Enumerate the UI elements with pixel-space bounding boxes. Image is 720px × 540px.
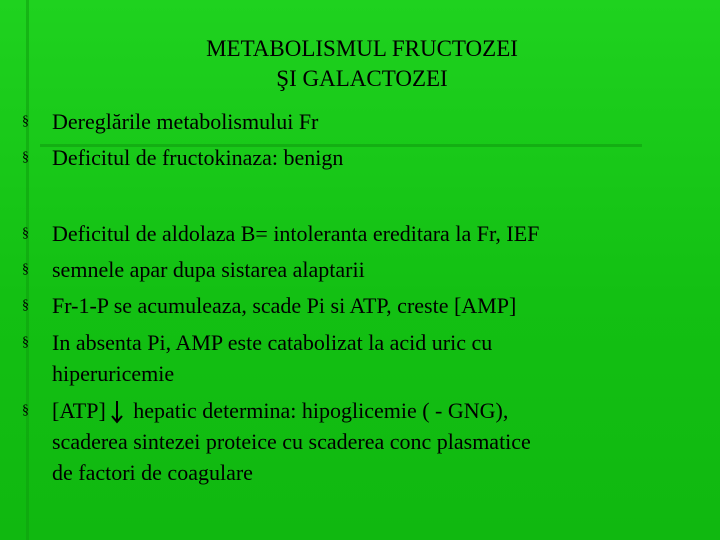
list-item-text: semnele apar dupa sistarea alaptarii [52,257,365,282]
title-line-2: ŞI GALACTOZEI [276,66,448,91]
bullet-icon: § [22,403,29,418]
bullet-icon: § [22,114,29,129]
bullet-icon: § [22,262,29,277]
slide-title [112,34,612,94]
arrow-down-icon [108,400,126,424]
atp-label: [ATP] [52,398,106,423]
bullet-icon: § [22,150,29,165]
list-item-text: Fr-1-P se acumuleaza, scade Pi si ATP, creste [AMP] [52,293,517,318]
list-item-text-continued: scaderea sintezei proteice cu scaderea conc plasmatice [52,429,531,454]
list-item-text-suffix: hepatic determina: hipoglicemie ( - GNG), [127,398,509,423]
list-item-text: Dereglările metabolismului Fr [52,109,319,134]
list-item-text: Deficitul de aldolaza B= intoleranta ereditara la Fr, IEF [52,221,540,246]
list-item-text: Deficitul de fructokinaza: benign [52,145,344,170]
bullet-icon: § [22,298,29,313]
list-item-text-continued: hiperuricemie [52,361,175,386]
title-line-1: METABOLISMUL FRUCTOZEI [206,36,518,61]
list-item-text-continued: de factori de coagulare [52,460,253,485]
bullet-icon: § [22,226,29,241]
bullet-icon: § [22,335,29,350]
list-item-text [52,395,680,426]
list-item-text: In absenta Pi, AMP este catabolizat la acid uric cu [52,330,493,355]
